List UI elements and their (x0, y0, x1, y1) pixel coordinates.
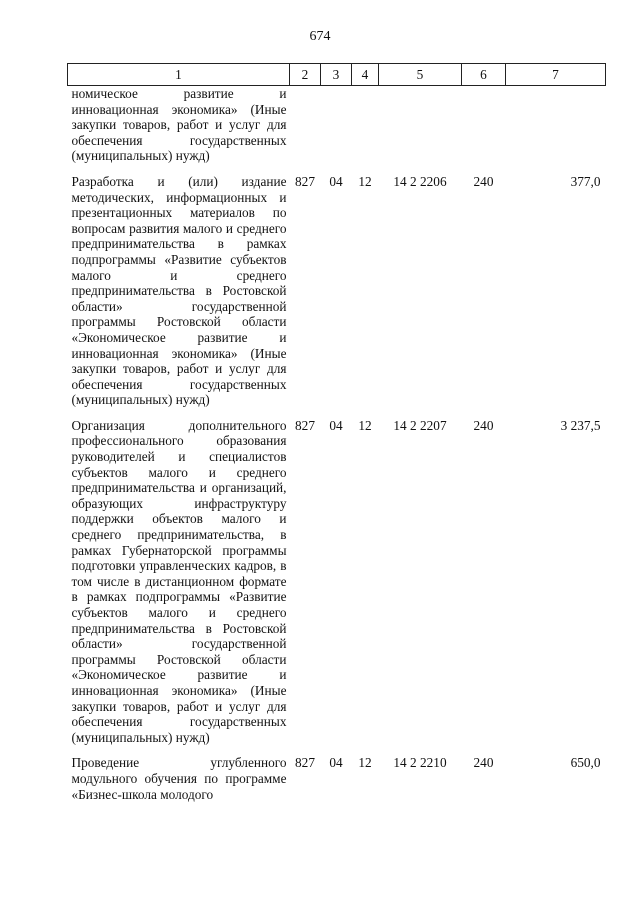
row-target: 14 2 2207 (393, 417, 447, 433)
row-subsection: 12 (358, 755, 372, 771)
row-type: 240 (473, 755, 494, 771)
column-header-3: 3 (321, 64, 352, 86)
row-code: 827 (295, 417, 315, 433)
budget-table (67, 63, 606, 802)
row-description: номическое развитие и инновационная экономика» (Иные закупки товаров, работ и услуг для обеспечения государственных (муниципальных) нужд) (71, 86, 287, 164)
row-code: 827 (295, 755, 315, 771)
column-header-1: 1 (68, 64, 290, 86)
column-header-4: 4 (352, 64, 379, 86)
row-description: Проведение углубленного модульного обучения по программе «Бизнес-школа молодого (71, 755, 287, 802)
column-header-6: 6 (462, 64, 506, 86)
column-header-2: 2 (290, 64, 321, 86)
page-number: 674 (309, 29, 331, 44)
table-row (68, 418, 606, 755)
table-header (68, 64, 606, 86)
row-section: 04 (329, 755, 343, 771)
table-row (68, 755, 606, 802)
row-type: 240 (473, 173, 494, 189)
row-section: 04 (329, 173, 343, 189)
row-amount: 650,0 (570, 755, 601, 771)
row-description: Разработка и (или) издание методических, информационных и презентационных материалов по вопросам развития малого и среднего предпринимательства в рамках подпрограммы «Развитие субъектов малого и среднего предпринимательства в Ростовской области» государственной программы Ростовской области «Экономическое развитие и инновационная экономика» (Иные закупки товаров, работ и услуг для обеспечения государственных (муниципальных) нужд) (71, 173, 287, 408)
row-amount: 3 237,5 (560, 417, 601, 433)
row-amount: 377,0 (570, 173, 601, 189)
column-header-7: 7 (506, 64, 606, 86)
table-row-continuation (68, 86, 606, 174)
table-row (68, 174, 606, 418)
row-target: 14 2 2206 (393, 173, 447, 189)
row-target: 14 2 2210 (393, 755, 447, 771)
column-header-5: 5 (379, 64, 462, 86)
row-subsection: 12 (358, 417, 372, 433)
row-description: Организация дополнительного профессионального образования руководителей и специалистов субъектов малого и среднего предпринимательства и организаций, образующих инфраструктуру поддержки объектов малого и среднего предпринимательства, в рамках Губернаторской программы подготовки управленческих кадров, в том числе в дистанционном формате в рамках подпрограммы «Развитие субъектов малого и среднего предпринимательства в Ростовской области» государственной программы Ростовской области «Экономическое развитие и инновационная экономика» (Иные закупки товаров, работ и услуг для обеспечения государственных (муниципальных) нужд) (71, 417, 287, 745)
row-subsection: 12 (358, 173, 372, 189)
row-code: 827 (295, 173, 315, 189)
row-section: 04 (329, 417, 343, 433)
row-type: 240 (473, 417, 494, 433)
